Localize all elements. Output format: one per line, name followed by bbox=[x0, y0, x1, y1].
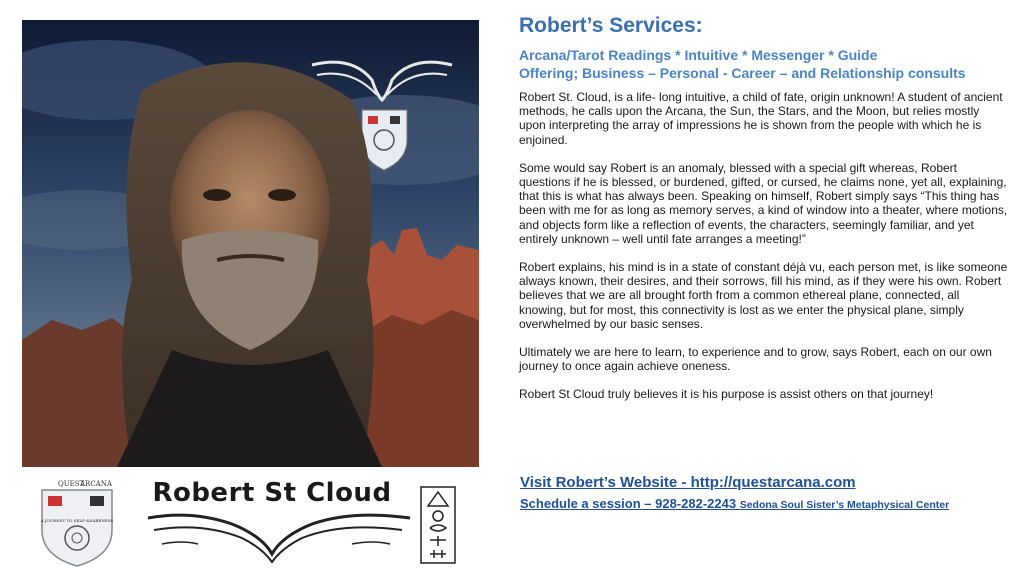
bio-paragraph: Robert St Cloud truly believes it is his purpose is assist others on that journey! bbox=[519, 387, 934, 402]
schedule-text[interactable]: Schedule a session – 928-282-2243 bbox=[520, 496, 740, 511]
crest-motto-text: A JOURNEY TO SELF-AWARENESS bbox=[40, 518, 114, 523]
tagline-services: Arcana/Tarot Readings * Intuitive * Messenger * Guide bbox=[519, 47, 878, 63]
crest-top-text: QUEST bbox=[58, 480, 85, 488]
biography bbox=[519, 90, 1009, 402]
arcana-symbols-column bbox=[420, 486, 456, 564]
contact-links bbox=[520, 474, 1010, 511]
website-link[interactable]: Visit Robert’s Website - http://questarcana.com bbox=[520, 474, 856, 491]
tagline-offering: Offering; Business – Personal - Career – and Relationship consults bbox=[519, 65, 966, 81]
page-title: Robert’s Services: bbox=[519, 14, 703, 37]
services-panel bbox=[519, 14, 1009, 416]
portrait-image bbox=[22, 20, 479, 467]
bio-paragraph: Some would say Robert is an anomaly, blessed with a special gift whereas, Robert questions if he is blessed, or burdened, gifted, or cursed, he claims none, yet all, explaining, that this is what has always been. Speaking on himself, Robert simply says “This thing has been with me for as long as memory serves, a kind of window into a theater, where motions, and objects form like a reflection of events, the characters, seemingly familiar, and yet entirely unknown – well until fate arranges a meeting!” bbox=[519, 160, 1008, 246]
swirl-ornament bbox=[142, 510, 422, 566]
name-banner bbox=[142, 474, 422, 564]
schedule-link[interactable] bbox=[520, 496, 1010, 511]
bio-paragraph: Robert explains, his mind is in a state of constant déjà vu, each person met, is like someone always known, their desires, and their sorrows, fill his mind, as if they were his own. Robert believes that we are all brought forth from a common ethereal plane, connected, all knowing, but for most, this connectivity is lost as we enter the physical plane, simply overwhelmed by our basic senses. bbox=[519, 260, 1008, 331]
quest-arcana-crest bbox=[34, 476, 120, 568]
portrait-photo bbox=[22, 20, 479, 467]
crest-word-text: ARCANA bbox=[80, 480, 112, 488]
bio-paragraph: Ultimately we are here to learn, to experience and to grow, says Robert, each on our own journey to once again achieve oneness. bbox=[519, 345, 992, 374]
metaphysical-center-text[interactable]: Sedona Soul Sister’s Metaphysical Center bbox=[739, 499, 950, 511]
bio-paragraph: Robert St. Cloud, is a life- long intuitive, a child of fate, origin unknown! A student of ancient methods, he calls upon the Arcana, the Sun, the Stars, and the Moon, but relies mostly upon interpreting the array of impressions he is shown from the people with which he is enjoined. bbox=[519, 90, 1003, 147]
bottom-logos bbox=[22, 470, 479, 570]
name-banner-text: Robert St Cloud bbox=[152, 478, 392, 508]
